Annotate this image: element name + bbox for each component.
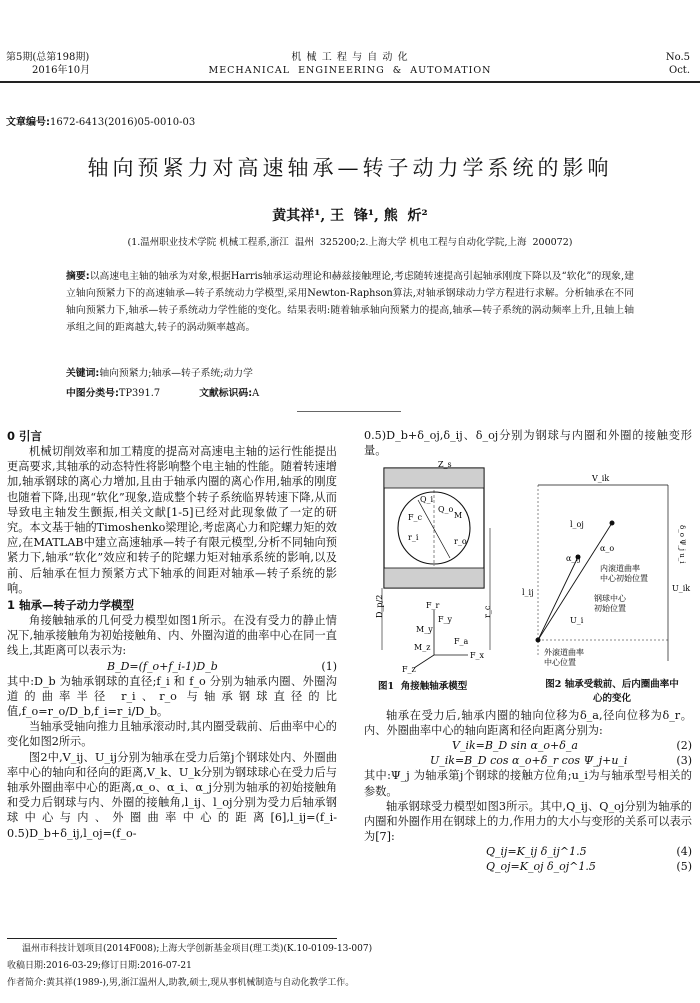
figure-1-caption: 图1 角接触轴承模型 <box>378 681 468 692</box>
equation-2-body: V_ik=B_D sin α_o+δ_a <box>452 739 578 753</box>
fig1-label: M_z <box>414 643 431 652</box>
fig2-label: α_ij <box>566 554 581 563</box>
fig1-label: F_c <box>408 513 423 522</box>
fig1-label: r_o <box>454 537 467 546</box>
fig2-label: U_i <box>570 616 584 625</box>
fig2-label: 初始位置 <box>594 604 626 613</box>
fig1-label: Q_i <box>420 495 434 504</box>
fig1-label: F_a <box>454 637 469 646</box>
clc-label: 中图分类号: <box>66 388 119 399</box>
fig1-inner-ring <box>384 568 484 588</box>
keywords <box>66 365 253 379</box>
footnote-fund: 温州市科技计划项目(2014F008);上海大学创新基金项目(理工类)(K.10-0109-13-007) <box>22 944 373 954</box>
fig1-label: F_x <box>470 651 485 660</box>
issue-month: Oct. <box>669 65 690 76</box>
equation-1-number: (1) <box>321 659 337 673</box>
fig1-label: D_p/2 <box>375 594 384 618</box>
fig2-point <box>610 521 615 526</box>
equation-3 <box>364 753 692 768</box>
equation-2 <box>364 738 692 753</box>
fig1-label: Z_s <box>438 460 452 469</box>
clc-value: TP391.7 <box>118 388 161 399</box>
paragraph-2: 其中:D_b 为轴承钢球的直径;f_i 和 f_o 分别为轴承内圈、外圈沟道的曲率半径 r_i、r_o 与轴承钢球直径的比值,f_o=r_o/D_b,f_i=r_i/D_b。 <box>7 674 337 719</box>
abstract-label: 摘要: <box>66 271 90 282</box>
abstract-text: 以高速电主轴的轴承为对象,根据Harris轴承运动理论和赫兹接触理论,考虑随转速提高引起轴承刚度下降以及“软化”的现象,建立轴向预紧力下的高速轴承—转子系统动力学模型,采用Newton-Raphson算法,对轴承钢球动力学方程进行求解。分析轴承在不同轴向预紧力下,轴承—转子系统动力学性能的变化。结果表明:随着轴承轴向预紧力的提高,轴承—转子系统的涡动频率上升,且轴上轴承组之间的距离越大,转子的涡动频率越高。 <box>66 271 634 333</box>
intro-paragraph: 机械切削效率和加工精度的提高对高速电主轴的运行性能提出更高要求,其轴承的动态特性将影响整个电主轴的性能。随着转速增加,轴承钢球的离心力增加,且由于轴承内圈的离心作用,轴承的刚度也随着下降,出现“软化”现象,造成整个转子系统临界转速下降,从而导致电主轴发生颤振,相关文献[1-5]已经对此现象做了一定的研究。本文基于轴的Timoshenko梁理论,考虑离心力和陀螺力矩的效应,在MATLAB中建立高速轴承—转子有限元模型,分析不同轴向预紧力下,轴承“软化”效应和转子的陀螺力矩对轴承系统的影响,以及前、后轴承在恒力预紧方式下轴承的间距对轴承—转子系统的影响。 <box>7 445 337 595</box>
journal-title-cn: 机 械 工 程 与 自 动 化 <box>291 52 409 63</box>
abstract <box>66 268 634 336</box>
article-number-label: 文章编号: <box>6 117 50 128</box>
fig2-label: V_ik <box>592 474 610 483</box>
journal-title-en: MECHANICAL ENGINEERING & AUTOMATION <box>208 65 492 76</box>
paragraph-1: 角接触轴承的几何受力模型如图1所示。在没有受力的静止情况下,轴承接触角为初始接触角、内、外圈沟道的曲率中心在同一直线上,其距离可以表示为: <box>7 614 337 658</box>
fig2-point <box>536 638 541 643</box>
fig2-initial-line <box>538 557 578 640</box>
footnote-author: 作者简介:黄其祥(1989-),男,浙江温州人,助教,硕士,现从事机械制造与自动化教学工作。 <box>7 978 355 988</box>
paragraph-7: 轴承钢球受力模型如图3所示。其中,Q_ij、Q_oj分别为轴承的内圈和外圈作用在钢球上的力,作用力的大小与变形的关系可以表示为[7]: <box>364 799 692 844</box>
equation-4-number: (4) <box>676 845 692 859</box>
fig2-label: 钢球中心 <box>594 594 626 603</box>
paragraph-5: 轴承在受力后,轴承内圈的轴向位移为δ_a,径向位移为δ_r。内、外圈曲率中心的轴向距离和径向距离分别为: <box>364 709 692 738</box>
article-number-value: 1672-6413(2016)05-0010-03 <box>50 117 196 128</box>
paragraph-4: 图2中,V_ij、U_ij分别为轴承在受力后第j个钢球处内、外圈曲率中心的轴向和径向的距离,V_k、U_k分别为钢球球心在受力后与轴承外圈曲率中心的距离,α_o、α_i、α_j分别为轴承的初始接触角和受力后钢球与内、外圈的接触角,l_ij、l_oj分别为受力后轴承钢球中心与内、外圈曲率中心的距离[6],l_ij=(f_i-0.5)D_b+δ_ij,l_oj=(f_o- <box>7 750 337 840</box>
keywords-text: 轴向预紧力;轴承—转子系统;动力学 <box>99 368 253 379</box>
fig2-label: α_o <box>600 544 615 553</box>
equation-5 <box>364 859 692 874</box>
paper-title: 轴向预紧力对高速轴承—转子动力学系统的影响 <box>87 156 613 180</box>
doc-code-label: 文献标识码: <box>199 388 253 399</box>
fig1-label: M_y <box>416 625 433 634</box>
footer-rule <box>7 938 337 939</box>
authors: 黄其祥¹, 王 锋¹, 熊 炘² <box>272 208 428 224</box>
right-column-lower <box>364 708 692 874</box>
fig1-outer-ring <box>384 468 484 488</box>
figure-2 <box>508 465 690 675</box>
fig2-label: l_ij <box>522 588 534 597</box>
article-number <box>6 113 195 128</box>
fig2-label: 中心位置 <box>544 658 576 667</box>
keywords-label: 关键词: <box>66 368 100 379</box>
fig1-label: r_c <box>483 605 492 618</box>
abstract-divider <box>297 411 401 412</box>
footnote-dates: 收稿日期:2016-03-29;修订日期:2016-07-21 <box>7 961 192 971</box>
fig2-label: 内滚道曲率 <box>600 564 640 573</box>
classification <box>66 385 259 399</box>
equation-1-body: B_D=(f_o+f_i-1)D_b <box>107 659 218 673</box>
fig2-label: 中心初始位置 <box>600 574 648 583</box>
right-paragraph-0: 0.5)D_b+δ_oj,δ_ij、δ_oj分别为钢球与内圈和外圈的接触变形量。 <box>364 429 692 458</box>
fig1-label: r_i <box>408 533 419 542</box>
affiliations: (1.温州职业技术学院 机械工程系,浙江 温州 325200;2.上海大学 机电工程与自动化学院,上海 200072) <box>127 237 573 248</box>
fig1-label: M <box>454 511 463 520</box>
fig1-label: F_z <box>402 665 416 674</box>
fig1-axis-z <box>414 655 434 668</box>
issue-date: 2016年10月 <box>32 65 91 76</box>
fig1-label: Q_o <box>438 505 454 514</box>
issue-number: 第5期(总第198期) <box>6 52 90 63</box>
fig1-label: F_r <box>426 601 440 610</box>
doc-code-value: A <box>252 388 260 399</box>
section-1-title: 1 轴承—转子动力学模型 <box>7 598 135 613</box>
equation-4 <box>364 844 692 859</box>
equation-3-body: U_ik=B_D cos α_o+δ_r cos Ψ_j+u_i <box>430 754 628 768</box>
header-rule <box>0 81 700 83</box>
equation-3-number: (3) <box>676 754 692 768</box>
equation-4-body: Q_ij=K_ij δ_ij^1.5 <box>486 845 587 859</box>
equation-5-body: Q_oj=K_oj δ_oj^1.5 <box>486 860 596 874</box>
figure-1 <box>375 460 498 675</box>
equation-5-number: (5) <box>676 860 692 874</box>
fig2-label: U_ik <box>672 584 691 593</box>
figure-2-caption: 图2 轴承受载前、后内圈曲率中心的变化 <box>545 679 679 704</box>
equation-1 <box>7 659 337 674</box>
fig2-label: δ_o Ψ_j u_i <box>678 525 686 564</box>
paragraph-6: 其中:Ψ_j 为轴承第j个钢球的接触方位角;u_i为与轴承型号相关的参数。 <box>364 769 692 798</box>
equation-2-number: (2) <box>676 739 692 753</box>
fig2-label: l_oj <box>570 520 584 529</box>
issue-no: No.5 <box>665 52 690 63</box>
section-0-title: 0 引言 <box>7 429 43 443</box>
fig1-label: F_y <box>438 615 453 624</box>
fig2-label: 外滚道曲率 <box>544 648 584 657</box>
paragraph-3: 当轴承受轴向推力且轴承滚动时,其内圈受载前、后曲率中心的变化如图2所示。 <box>7 720 337 749</box>
left-column <box>7 428 337 841</box>
